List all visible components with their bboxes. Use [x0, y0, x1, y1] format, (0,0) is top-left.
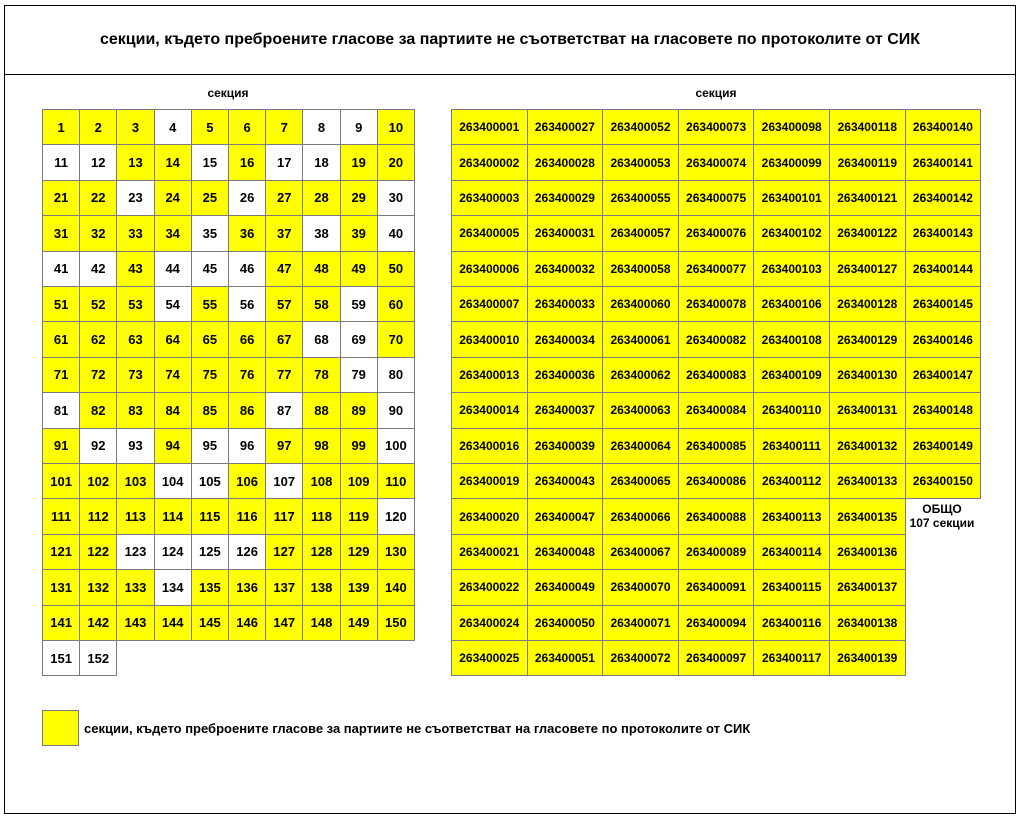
section-cell: 36: [228, 215, 266, 251]
section-code-cell: 263400072: [602, 640, 679, 676]
section-cell: 24: [154, 180, 192, 216]
section-code-cell: 263400083: [678, 357, 755, 393]
section-cell: 124: [154, 534, 192, 570]
section-cell: 108: [302, 463, 340, 499]
section-code-cell: 263400002: [451, 144, 528, 180]
section-cell: 82: [79, 392, 117, 428]
section-code-cell: 263400021: [451, 534, 528, 570]
section-cell: 143: [116, 605, 154, 641]
section-code-cell: 263400101: [753, 180, 830, 216]
section-code-cell: 263400137: [829, 569, 906, 605]
section-cell: 92: [79, 428, 117, 464]
section-code-cell: 263400147: [905, 357, 982, 393]
section-cell: 9: [340, 109, 378, 145]
section-cell: 87: [265, 392, 303, 428]
section-code-cell: 263400053: [602, 144, 679, 180]
section-cell: 116: [228, 498, 266, 534]
section-cell: 17: [265, 144, 303, 180]
section-cell: 106: [228, 463, 266, 499]
section-cell: 76: [228, 357, 266, 393]
section-cell: 31: [42, 215, 80, 251]
section-cell: 63: [116, 321, 154, 357]
section-cell: 132: [79, 569, 117, 605]
section-code-cell: 263400145: [905, 286, 982, 322]
section-code-cell: 263400114: [753, 534, 830, 570]
section-code-cell: 263400084: [678, 392, 755, 428]
section-code-cell: 263400067: [602, 534, 679, 570]
section-cell: 30: [377, 180, 415, 216]
section-cell: 59: [340, 286, 378, 322]
section-cell: 26: [228, 180, 266, 216]
section-cell: 139: [340, 569, 378, 605]
legend-swatch: [42, 710, 79, 746]
section-cell: 52: [79, 286, 117, 322]
section-code-cell: 263400001: [451, 109, 528, 145]
section-code-cell: 263400127: [829, 251, 906, 287]
section-cell: 90: [377, 392, 415, 428]
section-code-cell: 263400119: [829, 144, 906, 180]
section-cell: 46: [228, 251, 266, 287]
section-cell: 67: [265, 321, 303, 357]
section-cell: 103: [116, 463, 154, 499]
section-code-cell: 263400091: [678, 569, 755, 605]
section-cell: 149: [340, 605, 378, 641]
section-code-cell: 263400132: [829, 428, 906, 464]
section-cell: 35: [191, 215, 229, 251]
section-code-cell: 263400047: [527, 498, 604, 534]
section-cell: 21: [42, 180, 80, 216]
section-code-cell: 263400129: [829, 321, 906, 357]
section-cell: 37: [265, 215, 303, 251]
section-cell: 98: [302, 428, 340, 464]
section-cell: 101: [42, 463, 80, 499]
section-cell: 95: [191, 428, 229, 464]
section-code-cell: 263400076: [678, 215, 755, 251]
section-cell: 112: [79, 498, 117, 534]
section-cell: 140: [377, 569, 415, 605]
section-code-cell: 263400113: [753, 498, 830, 534]
section-code-cell: 263400102: [753, 215, 830, 251]
section-cell: 79: [340, 357, 378, 393]
section-cell: 115: [191, 498, 229, 534]
section-cell: 88: [302, 392, 340, 428]
section-cell: 4: [154, 109, 192, 145]
section-cell: 129: [340, 534, 378, 570]
section-code-cell: 263400024: [451, 605, 528, 641]
section-code-cell: 263400028: [527, 144, 604, 180]
section-code-cell: 263400118: [829, 109, 906, 145]
section-cell: 38: [302, 215, 340, 251]
section-cell: 83: [116, 392, 154, 428]
section-cell: 75: [191, 357, 229, 393]
section-cell: 118: [302, 498, 340, 534]
section-code-cell: 263400003: [451, 180, 528, 216]
section-code-cell: 263400130: [829, 357, 906, 393]
section-cell: 130: [377, 534, 415, 570]
section-cell: 135: [191, 569, 229, 605]
section-code-cell: 263400112: [753, 463, 830, 499]
section-code-cell: 263400048: [527, 534, 604, 570]
section-code-cell: 263400150: [905, 463, 982, 499]
section-code-cell: 263400128: [829, 286, 906, 322]
section-cell: 68: [302, 321, 340, 357]
section-cell: 134: [154, 569, 192, 605]
section-code-cell: 263400064: [602, 428, 679, 464]
section-code-cell: 263400117: [753, 640, 830, 676]
section-code-cell: 263400061: [602, 321, 679, 357]
section-code-cell: 263400022: [451, 569, 528, 605]
section-cell: 121: [42, 534, 80, 570]
section-cell: 28: [302, 180, 340, 216]
section-code-cell: 263400103: [753, 251, 830, 287]
section-cell: 15: [191, 144, 229, 180]
section-cell: 144: [154, 605, 192, 641]
section-code-cell: 263400036: [527, 357, 604, 393]
section-code-cell: 263400149: [905, 428, 982, 464]
section-cell: 137: [265, 569, 303, 605]
section-code-cell: 263400007: [451, 286, 528, 322]
section-cell: 86: [228, 392, 266, 428]
section-code-cell: 263400074: [678, 144, 755, 180]
section-cell: 50: [377, 251, 415, 287]
section-cell: 16: [228, 144, 266, 180]
section-code-cell: 263400085: [678, 428, 755, 464]
section-cell: 119: [340, 498, 378, 534]
section-cell: 71: [42, 357, 80, 393]
section-cell: 141: [42, 605, 80, 641]
section-cell: 110: [377, 463, 415, 499]
section-code-cell: 263400055: [602, 180, 679, 216]
section-cell: 84: [154, 392, 192, 428]
page-title: секции, където преброените гласове за партиите не съответстват на гласовете по протоколите от СИК: [4, 5, 1016, 75]
section-cell: 70: [377, 321, 415, 357]
section-cell: 72: [79, 357, 117, 393]
section-code-cell: 263400136: [829, 534, 906, 570]
section-code-cell: 263400111: [753, 428, 830, 464]
section-cell: 45: [191, 251, 229, 287]
section-code-cell: 263400014: [451, 392, 528, 428]
section-cell: 12: [79, 144, 117, 180]
section-cell: 78: [302, 357, 340, 393]
section-cell: 61: [42, 321, 80, 357]
section-code-cell: 263400135: [829, 498, 906, 534]
section-cell: 74: [154, 357, 192, 393]
section-code-cell: 263400065: [602, 463, 679, 499]
section-cell: 54: [154, 286, 192, 322]
section-code-cell: 263400089: [678, 534, 755, 570]
section-code-cell: 263400032: [527, 251, 604, 287]
section-code-cell: 263400039: [527, 428, 604, 464]
section-cell: 133: [116, 569, 154, 605]
section-cell: 43: [116, 251, 154, 287]
section-cell: 7: [265, 109, 303, 145]
section-code-cell: 263400066: [602, 498, 679, 534]
section-cell: 44: [154, 251, 192, 287]
section-cell: 48: [302, 251, 340, 287]
section-code-cell: 263400013: [451, 357, 528, 393]
section-code-cell: 263400099: [753, 144, 830, 180]
section-cell: 148: [302, 605, 340, 641]
section-cell: 47: [265, 251, 303, 287]
section-code-cell: 263400131: [829, 392, 906, 428]
section-code-cell: 263400144: [905, 251, 982, 287]
section-cell: 69: [340, 321, 378, 357]
section-cell: 123: [116, 534, 154, 570]
section-cell: 14: [154, 144, 192, 180]
section-cell: 40: [377, 215, 415, 251]
section-cell: 66: [228, 321, 266, 357]
section-cell: 99: [340, 428, 378, 464]
section-cell: 105: [191, 463, 229, 499]
section-cell: 120: [377, 498, 415, 534]
section-code-cell: 263400097: [678, 640, 755, 676]
section-code-cell: 263400075: [678, 180, 755, 216]
section-cell: 126: [228, 534, 266, 570]
total-label: ОБЩО: [922, 502, 962, 516]
section-cell: 23: [116, 180, 154, 216]
section-cell: 65: [191, 321, 229, 357]
section-cell: 77: [265, 357, 303, 393]
section-code-cell: 263400071: [602, 605, 679, 641]
total-summary: [904, 502, 980, 530]
section-cell: 19: [340, 144, 378, 180]
section-cell: 117: [265, 498, 303, 534]
section-code-cell: 263400116: [753, 605, 830, 641]
section-code-cell: 263400139: [829, 640, 906, 676]
section-cell: 107: [265, 463, 303, 499]
section-cell: 2: [79, 109, 117, 145]
left-grid-header: секция: [207, 86, 249, 100]
section-code-cell: 263400078: [678, 286, 755, 322]
section-code-cell: 263400005: [451, 215, 528, 251]
section-code-cell: 263400148: [905, 392, 982, 428]
section-code-cell: 263400094: [678, 605, 755, 641]
section-cell: 33: [116, 215, 154, 251]
section-cell: 29: [340, 180, 378, 216]
section-code-cell: 263400062: [602, 357, 679, 393]
section-cell: 64: [154, 321, 192, 357]
section-cell: 94: [154, 428, 192, 464]
section-cell: 11: [42, 144, 80, 180]
section-cell: 147: [265, 605, 303, 641]
section-code-cell: 263400060: [602, 286, 679, 322]
section-code-cell: 263400098: [753, 109, 830, 145]
section-code-cell: 263400138: [829, 605, 906, 641]
section-cell: 13: [116, 144, 154, 180]
section-cell: 131: [42, 569, 80, 605]
section-cell: 136: [228, 569, 266, 605]
section-code-cell: 263400121: [829, 180, 906, 216]
section-cell: 60: [377, 286, 415, 322]
section-code-cell: 263400051: [527, 640, 604, 676]
section-cell: 152: [79, 640, 117, 676]
section-cell: 1: [42, 109, 80, 145]
section-cell: 146: [228, 605, 266, 641]
section-cell: 100: [377, 428, 415, 464]
section-cell: 109: [340, 463, 378, 499]
section-code-cell: 263400146: [905, 321, 982, 357]
section-code-cell: 263400115: [753, 569, 830, 605]
section-cell: 93: [116, 428, 154, 464]
section-code-cell: 263400050: [527, 605, 604, 641]
section-code-cell: 263400070: [602, 569, 679, 605]
section-cell: 125: [191, 534, 229, 570]
section-code-cell: 263400108: [753, 321, 830, 357]
section-cell: 58: [302, 286, 340, 322]
section-cell: 89: [340, 392, 378, 428]
section-code-cell: 263400082: [678, 321, 755, 357]
section-code-cell: 263400088: [678, 498, 755, 534]
section-cell: 53: [116, 286, 154, 322]
section-code-cell: 263400010: [451, 321, 528, 357]
section-cell: 142: [79, 605, 117, 641]
section-code-cell: 263400033: [527, 286, 604, 322]
section-cell: 20: [377, 144, 415, 180]
right-grid-header: секция: [695, 86, 737, 100]
section-cell: 57: [265, 286, 303, 322]
section-code-cell: 263400020: [451, 498, 528, 534]
section-code-cell: 263400073: [678, 109, 755, 145]
section-code-cell: 263400058: [602, 251, 679, 287]
section-cell: 85: [191, 392, 229, 428]
section-code-cell: 263400025: [451, 640, 528, 676]
section-code-cell: 263400029: [527, 180, 604, 216]
section-cell: 41: [42, 251, 80, 287]
section-cell: 3: [116, 109, 154, 145]
section-cell: 102: [79, 463, 117, 499]
section-code-cell: 263400106: [753, 286, 830, 322]
section-cell: 145: [191, 605, 229, 641]
section-code-cell: 263400143: [905, 215, 982, 251]
section-cell: 55: [191, 286, 229, 322]
section-code-cell: 263400027: [527, 109, 604, 145]
section-code-cell: 263400122: [829, 215, 906, 251]
total-count: 107 секции: [909, 516, 975, 530]
section-cell: 97: [265, 428, 303, 464]
section-code-cell: 263400110: [753, 392, 830, 428]
section-code-cell: 263400142: [905, 180, 982, 216]
section-code-cell: 263400052: [602, 109, 679, 145]
section-cell: 104: [154, 463, 192, 499]
section-cell: 39: [340, 215, 378, 251]
section-cell: 51: [42, 286, 80, 322]
section-cell: 42: [79, 251, 117, 287]
section-code-cell: 263400019: [451, 463, 528, 499]
section-code-cell: 263400037: [527, 392, 604, 428]
section-cell: 34: [154, 215, 192, 251]
section-cell: 6: [228, 109, 266, 145]
section-code-cell: 263400049: [527, 569, 604, 605]
section-cell: 73: [116, 357, 154, 393]
section-cell: 56: [228, 286, 266, 322]
section-code-cell: 263400006: [451, 251, 528, 287]
section-cell: 18: [302, 144, 340, 180]
section-cell: 113: [116, 498, 154, 534]
section-cell: 5: [191, 109, 229, 145]
section-code-cell: 263400016: [451, 428, 528, 464]
section-cell: 32: [79, 215, 117, 251]
section-code-cell: 263400031: [527, 215, 604, 251]
section-cell: 122: [79, 534, 117, 570]
section-cell: 96: [228, 428, 266, 464]
section-cell: 22: [79, 180, 117, 216]
legend-text: секции, където преброените гласове за партиите не съответстват на гласовете по протоколите от СИК: [84, 721, 751, 736]
section-code-cell: 263400109: [753, 357, 830, 393]
section-cell: 111: [42, 498, 80, 534]
section-cell: 128: [302, 534, 340, 570]
section-code-cell: 263400057: [602, 215, 679, 251]
section-code-cell: 263400140: [905, 109, 982, 145]
section-cell: 80: [377, 357, 415, 393]
section-cell: 150: [377, 605, 415, 641]
section-cell: 114: [154, 498, 192, 534]
section-cell: 8: [302, 109, 340, 145]
section-cell: 151: [42, 640, 80, 676]
section-code-cell: 263400141: [905, 144, 982, 180]
section-cell: 91: [42, 428, 80, 464]
section-cell: 10: [377, 109, 415, 145]
section-code-cell: 263400086: [678, 463, 755, 499]
section-code-cell: 263400133: [829, 463, 906, 499]
section-cell: 62: [79, 321, 117, 357]
section-code-cell: 263400034: [527, 321, 604, 357]
section-cell: 25: [191, 180, 229, 216]
section-cell: 27: [265, 180, 303, 216]
section-cell: 138: [302, 569, 340, 605]
section-cell: 81: [42, 392, 80, 428]
section-code-cell: 263400063: [602, 392, 679, 428]
section-cell: 49: [340, 251, 378, 287]
section-cell: 127: [265, 534, 303, 570]
section-code-cell: 263400077: [678, 251, 755, 287]
section-code-cell: 263400043: [527, 463, 604, 499]
